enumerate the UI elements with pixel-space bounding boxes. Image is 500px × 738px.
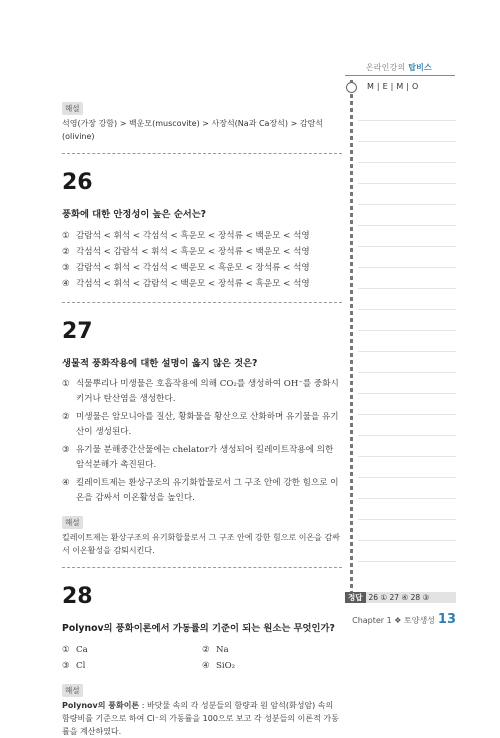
option-text: 식물뿌리나 미생물은 호흡작용에 의해 CO₂를 생성하여 OH⁻를 중화시키거나 탄산염을 생성한다. bbox=[76, 379, 339, 404]
explain-badge: 해설 bbox=[62, 516, 83, 529]
memo-ruled-lines bbox=[358, 100, 456, 570]
option-text: 각섬석 < 감람석 < 휘석 < 흑운모 < 장석류 < 백운모 < 석영 bbox=[76, 247, 310, 257]
option-mark: ④ bbox=[62, 279, 70, 289]
answer-label: 정답 bbox=[345, 592, 366, 603]
option-text: 감람석 < 휘석 < 각섬석 < 백운모 < 흑운모 < 장석류 < 석영 bbox=[76, 263, 310, 273]
section-divider bbox=[62, 302, 342, 303]
option-text: Ca bbox=[76, 645, 88, 655]
option-item[interactable] bbox=[202, 658, 342, 674]
memo-binding-bar bbox=[350, 80, 353, 593]
question-text: 풍화에 대한 안정성이 높은 순서는? bbox=[62, 209, 207, 220]
option-text: SiO₂ bbox=[216, 661, 236, 671]
question-number: 28 bbox=[62, 584, 93, 609]
question-27 bbox=[62, 319, 342, 557]
brand-prefix: 온라인강의 bbox=[365, 63, 406, 72]
section-divider bbox=[62, 567, 342, 568]
option-text: Cl bbox=[76, 661, 86, 671]
option-item[interactable] bbox=[62, 658, 202, 674]
option-mark: ② bbox=[62, 247, 70, 257]
option-text: 감람석 < 휘석 < 각섬석 < 흑운모 < 장석류 < 백운모 < 석영 bbox=[76, 231, 310, 241]
section-divider bbox=[62, 153, 342, 154]
question-number: 26 bbox=[62, 170, 93, 195]
option-mark: ① bbox=[62, 231, 70, 241]
header-rule bbox=[345, 75, 455, 76]
option-item[interactable] bbox=[62, 276, 342, 292]
option-item[interactable] bbox=[62, 377, 342, 407]
option-text: 각섬석 < 휘석 < 감람석 < 백운모 < 장석류 < 흑운모 < 석영 bbox=[76, 279, 310, 289]
option-text: 킬레이트제는 환상구조의 유기화합물로서 그 구조 안에 강한 힘으로 이온을 감싸서 이온활성을 높인다. bbox=[76, 478, 339, 503]
question-explanation bbox=[62, 510, 342, 557]
question-26 bbox=[62, 170, 342, 292]
option-mark: ④ bbox=[202, 661, 210, 671]
option-item[interactable] bbox=[202, 642, 342, 658]
question-text: 생물적 풍화작용에 대한 설명이 옳지 않은 것은? bbox=[62, 358, 258, 369]
chapter-label: Chapter 1 ❖ 토양생성 bbox=[352, 616, 435, 625]
page-number: 13 bbox=[437, 612, 456, 627]
explain-body: : 바닷물 속의 각 성분들의 함량과 원 암석(화성암) 속의 함량비를 기준으로 하여 Cl⁻의 가동률을 100으로 보고 각 성분들의 이론적 가동률을 계산하였다. bbox=[62, 701, 339, 736]
memo-letter: O bbox=[411, 82, 421, 91]
answer-values: 26 ① 27 ④ 28 ③ bbox=[368, 593, 430, 602]
option-item[interactable] bbox=[62, 443, 342, 473]
option-list bbox=[62, 228, 342, 292]
answer-key-bar bbox=[345, 592, 456, 603]
memo-letter: M bbox=[367, 82, 376, 91]
explain-text: 석영(가장 강함) > 백운모(muscovite) > 사장석(Na과 Ca장석) > 감람석(olivine) bbox=[62, 119, 323, 141]
memo-letter: M bbox=[396, 82, 406, 91]
page-footer bbox=[352, 612, 456, 627]
brand-name: 탑비스 bbox=[408, 63, 432, 72]
question-number: 27 bbox=[62, 319, 93, 344]
prev-explanation bbox=[62, 96, 342, 143]
option-item[interactable] bbox=[62, 476, 342, 506]
explain-text bbox=[62, 699, 342, 738]
question-explanation bbox=[62, 678, 342, 738]
brand-header bbox=[366, 62, 432, 73]
option-mark: ③ bbox=[62, 445, 70, 455]
memo-column bbox=[350, 80, 456, 593]
option-text: Na bbox=[216, 645, 229, 655]
option-mark: ② bbox=[62, 412, 70, 422]
option-mark: ① bbox=[62, 645, 70, 655]
explain-term: Polynov의 풍화이론 bbox=[62, 701, 140, 710]
option-list bbox=[62, 642, 342, 674]
option-item[interactable] bbox=[62, 244, 342, 260]
explain-badge: 해설 bbox=[62, 102, 83, 115]
memo-letter: E bbox=[382, 82, 390, 91]
option-text: 미생물은 암모니아를 질산, 황화물을 황산으로 산화하며 유기물을 유기산이 생성된다. bbox=[76, 412, 339, 437]
option-item[interactable] bbox=[62, 642, 202, 658]
option-item[interactable] bbox=[62, 228, 342, 244]
option-mark: ③ bbox=[62, 263, 70, 273]
option-mark: ② bbox=[202, 645, 210, 655]
question-text: Polynov의 풍화이론에서 가동률의 기준이 되는 원소는 무엇인가? bbox=[62, 623, 335, 634]
option-list bbox=[62, 377, 342, 506]
question-28 bbox=[62, 584, 342, 738]
memo-ring-icon bbox=[346, 82, 357, 93]
memo-title: M|E|M|O bbox=[367, 82, 421, 91]
option-mark: ③ bbox=[62, 661, 70, 671]
option-mark: ① bbox=[62, 379, 70, 389]
option-item[interactable] bbox=[62, 410, 342, 440]
explain-badge: 해설 bbox=[62, 684, 83, 697]
option-mark: ④ bbox=[62, 478, 70, 488]
option-item[interactable] bbox=[62, 260, 342, 276]
option-text: 유기물 분해중간산물에는 chelator가 생성되어 킬레이트작용에 의한 암석분해가 촉진된다. bbox=[76, 445, 334, 470]
main-column bbox=[62, 96, 342, 738]
explain-text: 킬레이트제는 환상구조의 유기화합물로서 그 구조 안에 강한 힘으로 이온을 감싸서 이온활성을 감퇴시킨다. bbox=[62, 533, 340, 555]
